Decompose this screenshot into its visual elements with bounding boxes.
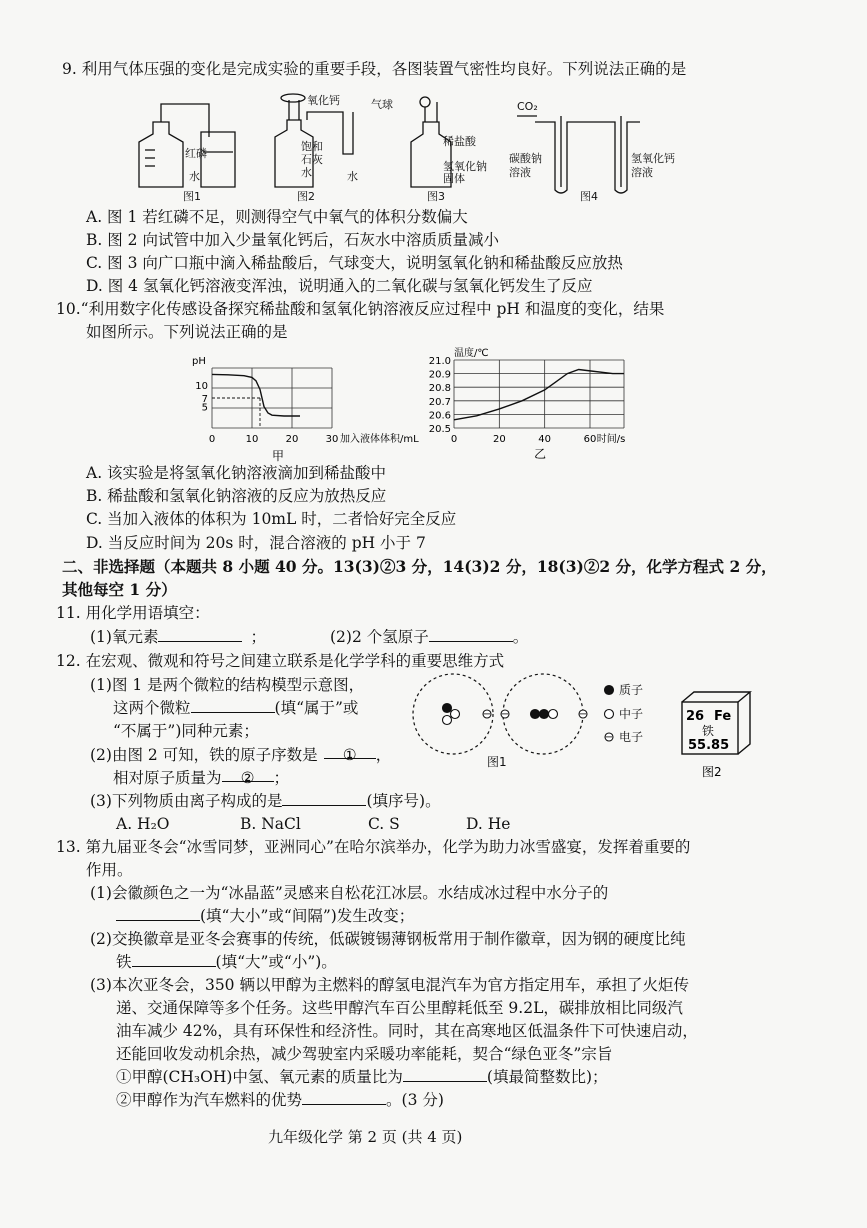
- q11-blank2[interactable]: [429, 627, 513, 642]
- f4-co2: CO₂: [517, 100, 538, 113]
- q13-blank3[interactable]: [403, 1067, 487, 1082]
- ph-y-tick: 5: [201, 402, 208, 414]
- f2-cao: 氧化钙: [307, 94, 340, 107]
- q12-p1c: “不属于”)同种元素；: [113, 722, 259, 740]
- f4-caoh2: 溶液: [631, 166, 653, 179]
- q13-blank1[interactable]: [116, 906, 200, 921]
- legend-neutron-icon: [605, 710, 614, 719]
- f4-cap: 图4: [580, 190, 598, 203]
- ph-y-tick: 7: [201, 394, 208, 405]
- q12-fig1-caption: 图1: [487, 755, 507, 769]
- f3-naoh: 氢氧化钠: [443, 160, 487, 173]
- q12-blank-atomic-mass[interactable]: ②: [222, 767, 274, 782]
- fe-symbol: Fe: [714, 709, 732, 724]
- q10-option-a: A. 该实验是将氢氧化钠溶液滴加到稀盐酸中: [86, 464, 387, 482]
- f3-balloon: 气球: [371, 98, 393, 111]
- q12-p2b: 相对原子质量为 ② ；: [113, 769, 290, 787]
- f2-water: 水: [347, 170, 358, 183]
- q9-option-a: A. 图 1 若红磷不足，则测得空气中氧气的体积分数偏大: [86, 208, 468, 226]
- q13-l9: 油车减少 42%，具有环保性和经济性。同时，其在高寒地区低温条件下可快速启动，: [116, 1022, 698, 1040]
- q9-stem: 9. 利用气体压强的变化是完成实验的重要手段，各图装置气密性均良好。下列说法正确的是: [62, 60, 687, 78]
- q12-opt-c: C. S: [368, 815, 400, 833]
- q10-option-b: B. 稀盐酸和氢氧化钠溶液的反应为放热反应: [86, 487, 387, 505]
- q12-p1a: (1)图 1 是两个微粒的结构模型示意图，: [90, 676, 365, 694]
- particle2-neutron: [549, 710, 558, 719]
- f1-red-p: 红磷: [185, 147, 207, 160]
- particle2-proton: [531, 710, 540, 719]
- particle1-proton: [443, 704, 452, 713]
- f2-lime2: 石灰: [301, 153, 323, 166]
- f2-cap: 图2: [297, 190, 315, 203]
- ph-x-tick: 20: [285, 434, 299, 445]
- temp-x-tick: 20: [492, 434, 506, 445]
- section2-line2: 其他每空 1 分）: [62, 580, 177, 599]
- temp-y-tick: 21.0: [428, 356, 451, 367]
- q9-option-d: D. 图 4 氢氧化钙溶液变浑浊，说明通入的二氧化碳与氢氧化钙发生了反应: [86, 277, 593, 295]
- legend-proton-icon: [605, 686, 614, 695]
- fe-element-card: [678, 688, 758, 788]
- fe-name: 铁: [702, 724, 715, 738]
- q12-opt-d: D. He: [466, 815, 511, 833]
- ph-title: 甲: [271, 449, 285, 462]
- q12-p2a: (2)由图 2 可知，铁的原子序数是 ① ，: [90, 746, 392, 764]
- temp-x-tick: 60: [583, 434, 597, 445]
- q13-l7: (3)本次亚冬会，350 辆以甲醇为主燃料的醇氢电混汽车为官方指定用车，承担了火炬传: [90, 976, 689, 994]
- section2-line1: 二、非选择题（本题共 8 小题 40 分。13(3)②3 分，14(3)2 分，18(3)②2 分，化学方程式 2 分，: [62, 557, 777, 576]
- q13-l1: 13. 第九届亚冬会“冰雪同梦，亚洲同心”在哈尔滨举办，化学为助力冰雪盛宴，发挥着重要的: [56, 838, 691, 856]
- fe-mass: 55.85: [688, 738, 730, 753]
- particle1-neutron-2: [443, 716, 452, 725]
- legend-neutron: 中子: [619, 707, 644, 721]
- fe-number: 26: [686, 709, 705, 724]
- f1-water: 水: [189, 170, 200, 183]
- ph-x-label: 加入液体体积/mL: [340, 434, 419, 445]
- page-footer: 九年级化学 第 2 页 (共 4 页): [268, 1128, 463, 1146]
- q10-option-d: D. 当反应时间为 20s 时，混合溶液的 pH 小于 7: [86, 534, 426, 552]
- ph-y-tick: 10: [195, 381, 208, 393]
- temp-title: 乙: [534, 447, 547, 461]
- ph-x-tick: 10: [245, 434, 259, 445]
- q13-l6: 铁 (填“大”或“小”)。: [116, 953, 337, 971]
- f3-hcl: 稀盐酸: [443, 135, 476, 148]
- legend-proton: 质子: [619, 683, 644, 697]
- q10-stem-2: 如图所示。下列说法正确的是: [86, 323, 288, 341]
- q12-opt-b: B. NaCl: [240, 815, 301, 833]
- q12-particle-models: [405, 670, 665, 790]
- q12-p1b: 这两个微粒 (填“属于”或: [113, 699, 359, 717]
- temp-y-tick: 20.9: [428, 369, 451, 381]
- f2-lime: 饱和: [301, 140, 323, 153]
- particle1-neutron: [451, 710, 460, 719]
- q9-option-c: C. 图 3 向广口瓶中滴入稀盐酸后，气球变大，说明氢氧化钠和稀盐酸反应放热: [86, 254, 623, 272]
- q12-p3: (3)下列物质由离子构成的是 (填序号)。: [90, 792, 441, 810]
- svg-text:−: −: [500, 709, 510, 720]
- ph-x-tick: 0: [208, 434, 216, 445]
- f1-cap: 图1: [183, 190, 201, 203]
- temp-y-tick: 20.7: [428, 396, 451, 408]
- q11-stem: 11. 用化学用语填空：: [56, 604, 210, 622]
- q13-l11: ①甲醇(CH₃OH)中氢、氧元素的质量比为 (填最简整数比)；: [116, 1068, 608, 1086]
- temp-x-tick: 40: [538, 434, 552, 445]
- q13-l12: ②甲醇作为汽车燃料的优势 。(3 分): [116, 1091, 444, 1109]
- q11-part2: (2)2 个氢原子 。: [330, 628, 529, 646]
- svg-text:−: −: [578, 709, 588, 720]
- q11-part1: (1)氧元素 ；: [90, 628, 266, 646]
- q12-blank1[interactable]: [191, 698, 275, 713]
- q12-blank3[interactable]: [282, 791, 366, 806]
- f4-na2co3: 碳酸钠: [509, 152, 542, 165]
- q13-l10: 还能回收发动机余热，减少驾驶室内采暖功率能耗，契合“绿色亚冬”宗旨: [116, 1045, 613, 1063]
- q9-figures: [125, 92, 705, 204]
- ph-x-tick: 30: [325, 434, 339, 445]
- temp-y-label: 温度/℃: [454, 348, 489, 359]
- q13-l8: 递、交通保障等多个任务。这些甲醇汽车百公里醇耗低至 9.2L，碳排放相比同级汽: [116, 999, 683, 1017]
- f2-lime3: 水: [301, 166, 312, 179]
- ph-chart: [190, 352, 440, 462]
- ph-curve: [212, 374, 300, 416]
- q9-option-b: B. 图 2 向试管中加入少量氧化钙后，石灰水中溶质质量减小: [86, 231, 499, 249]
- temp-y-tick: 20.5: [428, 424, 451, 435]
- q12-fig2-caption: 图2: [702, 765, 722, 779]
- temp-x-tick: 0: [450, 434, 458, 445]
- q12-opt-a: A. H₂O: [116, 815, 170, 833]
- temperature-chart: [420, 346, 660, 462]
- q13-l2: 作用。: [86, 861, 133, 879]
- q12-stem: 12. 在宏观、微观和符号之间建立联系是化学学科的重要思维方式: [56, 652, 505, 670]
- temp-x-label: 时间/s: [596, 434, 626, 445]
- q12-blank-atomic-number[interactable]: ①: [324, 744, 376, 759]
- q13-l3: (1)会徽颜色之一为“冰晶蓝”灵感来自松花江冰层。水结成冰过程中水分子的: [90, 884, 609, 902]
- f3-naoh2: 固体: [443, 172, 465, 185]
- q13-l4: (填“大小”或“间隔”)发生改变；: [116, 905, 414, 927]
- q10-stem-1: 10.“利用数字化传感设备探究稀盐酸和氢氧化钠溶液反应过程中 pH 和温度的变化，结果: [56, 300, 665, 318]
- f4-caoh: 氢氧化钙: [631, 152, 675, 165]
- svg-text:−: −: [482, 709, 492, 720]
- ph-y-label: pH: [192, 356, 206, 367]
- temp-y-tick: 20.6: [428, 410, 451, 422]
- q13-blank2[interactable]: [132, 952, 216, 967]
- f3-cap: 图3: [427, 190, 445, 203]
- particle2-proton-2: [540, 710, 549, 719]
- temp-curve: [454, 370, 624, 420]
- f4-na2co3-2: 溶液: [509, 166, 531, 179]
- q13-l5: (2)交换徽章是亚冬会赛事的传统，低碳镀锡薄钢板常用于制作徽章，因为钢的硬度比纯: [90, 930, 686, 948]
- q10-option-c: C. 当加入液体的体积为 10mL 时，二者恰好完全反应: [86, 510, 457, 528]
- temp-y-tick: 20.8: [428, 383, 451, 395]
- svg-text:−: −: [604, 732, 614, 743]
- q11-blank1[interactable]: [158, 627, 242, 642]
- q13-blank4[interactable]: [302, 1090, 386, 1105]
- legend-electron: 电子: [619, 730, 644, 744]
